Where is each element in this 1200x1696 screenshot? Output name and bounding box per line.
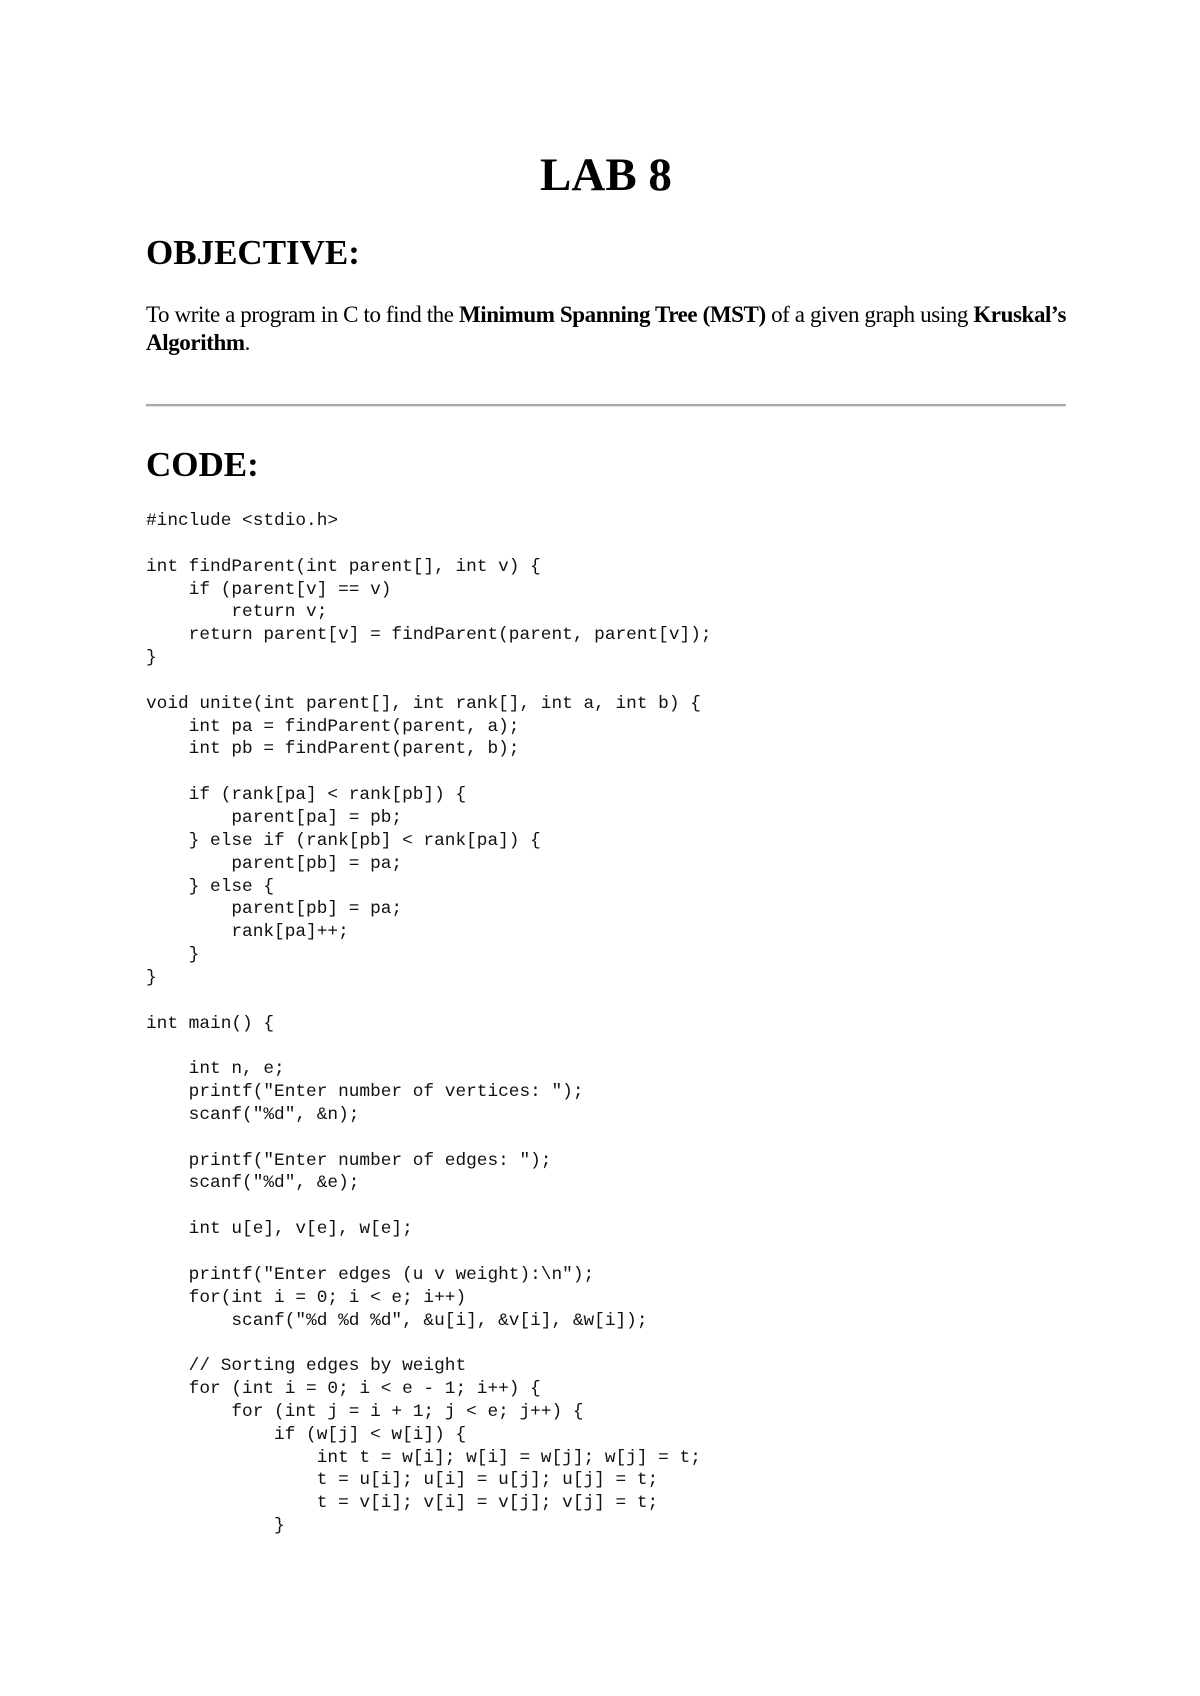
- code-line: int t = w[i]; w[i] = w[j]; w[j] = t;: [146, 1447, 701, 1468]
- code-line: printf("Enter number of edges: ");: [146, 1150, 552, 1171]
- code-line: for(int i = 0; i < e; i++): [146, 1287, 467, 1308]
- code-line: int main() {: [146, 1013, 275, 1034]
- code-line: return parent[v] = findParent(parent, parent[v]);: [146, 625, 712, 646]
- horizontal-divider: [146, 404, 1066, 407]
- code-line: int pb = findParent(parent, b);: [146, 739, 520, 760]
- objective-bold-term: Minimum Spanning Tree (MST): [458, 302, 766, 327]
- code-line: scanf("%d", &e);: [146, 1173, 360, 1194]
- objective-text-middle: of a given graph using: [765, 302, 974, 327]
- objective-text-after: .: [244, 330, 250, 355]
- code-line: for (int i = 0; i < e - 1; i++) {: [146, 1379, 541, 1400]
- code-line: int n, e;: [146, 1059, 285, 1080]
- code-line: [146, 990, 712, 1013]
- code-line: scanf("%d", &n);: [146, 1104, 360, 1125]
- code-line: scanf("%d %d %d", &u[i], &v[i], &w[i]);: [146, 1310, 648, 1331]
- code-line: // Sorting edges by weight: [146, 1356, 467, 1377]
- code-line: }: [146, 1516, 285, 1537]
- code-line: [146, 533, 712, 556]
- objective-paragraph: [146, 301, 1071, 357]
- code-line: rank[pa]++;: [146, 922, 349, 943]
- code-line: }: [146, 648, 157, 669]
- objective-text-before: To write a program in C to find the: [146, 302, 459, 327]
- code-line: parent[pb] = pa;: [146, 899, 403, 920]
- code-line: [146, 1332, 712, 1355]
- code-line: int u[e], v[e], w[e];: [146, 1219, 413, 1240]
- code-line: } else {: [146, 876, 275, 897]
- code-line: [146, 1127, 712, 1150]
- code-line: printf("Enter edges (u v weight):\n");: [146, 1264, 595, 1285]
- code-line: t = u[i]; u[i] = u[j]; u[j] = t;: [146, 1470, 659, 1491]
- objective-heading: OBJECTIVE:: [146, 233, 360, 272]
- objective-bold-algorithm: Kruskal’s Algorithm: [146, 302, 1066, 355]
- code-line: [146, 1035, 712, 1058]
- code-line: parent[pa] = pb;: [146, 807, 403, 828]
- code-line: if (w[j] < w[i]) {: [146, 1424, 467, 1445]
- code-line: if (parent[v] == v): [146, 579, 392, 600]
- code-line: t = v[i]; v[i] = v[j]; v[j] = t;: [146, 1493, 659, 1514]
- code-line: if (rank[pa] < rank[pb]) {: [146, 785, 467, 806]
- code-line: #include <stdio.h>: [146, 511, 339, 531]
- code-line: }: [146, 967, 157, 988]
- code-line: for (int j = i + 1; j < e; j++) {: [146, 1401, 584, 1422]
- code-line: parent[pb] = pa;: [146, 853, 403, 874]
- code-line: [146, 1241, 712, 1264]
- code-line: } else if (rank[pb] < rank[pa]) {: [146, 830, 541, 851]
- code-line: int pa = findParent(parent, a);: [146, 716, 520, 737]
- code-line: [146, 670, 712, 693]
- code-line: return v;: [146, 602, 328, 623]
- code-line: printf("Enter number of vertices: ");: [146, 1082, 584, 1103]
- code-heading: CODE:: [146, 445, 259, 484]
- code-line: void unite(int parent[], int rank[], int a, int b) {: [146, 693, 701, 714]
- code-line: int findParent(int parent[], int v) {: [146, 556, 541, 577]
- code-block: [146, 510, 712, 1538]
- code-line: [146, 1195, 712, 1218]
- lab-title: LAB 8: [540, 149, 672, 201]
- code-line: [146, 761, 712, 784]
- code-line: }: [146, 945, 200, 966]
